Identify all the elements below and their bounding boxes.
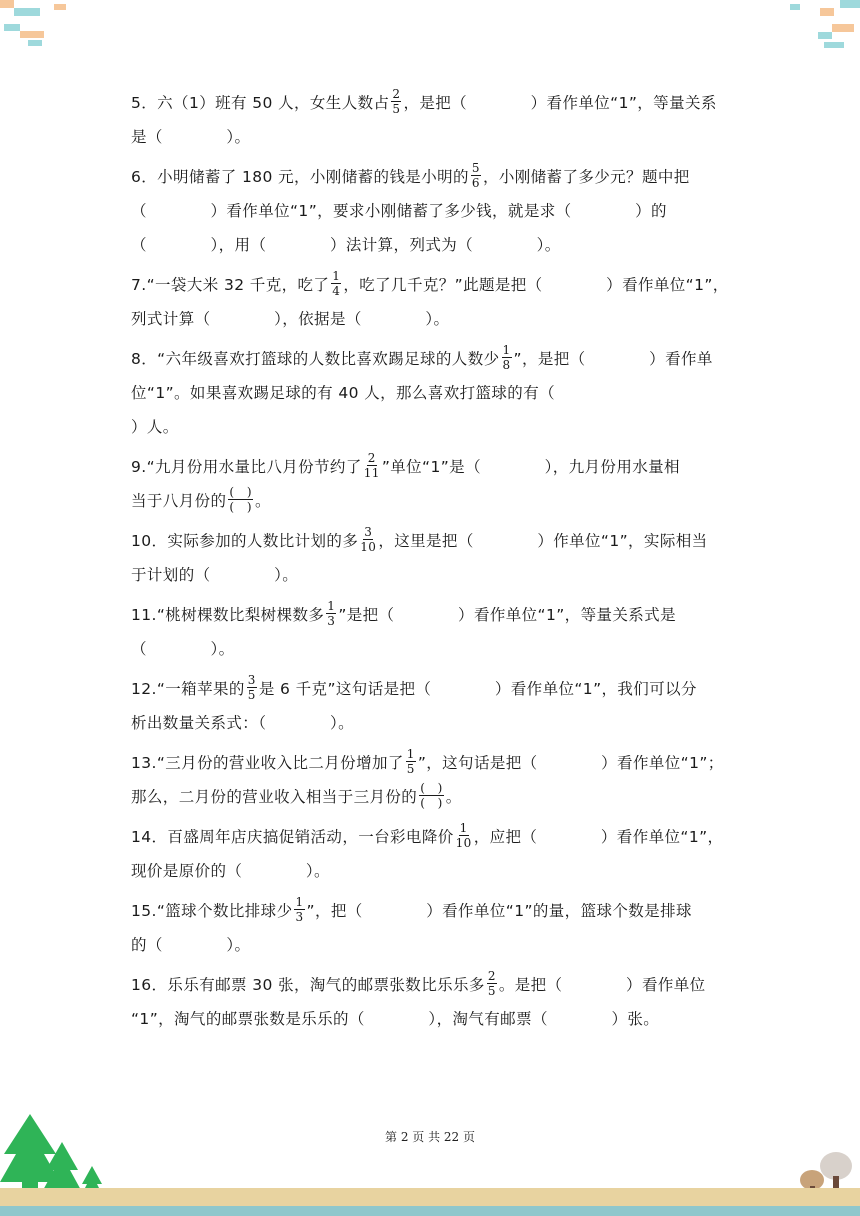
question-text: （ ）。 xyxy=(131,640,235,658)
question-text: ，是把（ ）看作单位“1”，等量关系 xyxy=(403,94,717,112)
fraction-denominator: 3 xyxy=(327,614,336,628)
question-text: ）人。 xyxy=(131,418,179,436)
question-text: 16．乐乐有邮票 30 张，淘气的邮票张数比乐乐多 xyxy=(131,976,485,994)
fraction xyxy=(471,162,481,189)
fraction-denominator: 5 xyxy=(247,688,256,702)
fraction xyxy=(228,486,253,513)
fraction-denominator: 5 xyxy=(487,984,496,998)
question-item xyxy=(131,450,743,518)
question-line xyxy=(131,450,743,484)
fraction-numerator: 1 xyxy=(295,895,304,909)
question-line xyxy=(131,302,743,336)
fraction-numerator: 5 xyxy=(471,161,480,175)
question-item xyxy=(131,342,743,444)
fraction-numerator: 2 xyxy=(392,87,401,101)
fraction-numerator: 1 xyxy=(332,269,341,283)
fraction-denominator: 3 xyxy=(295,910,304,924)
fraction-denominator: 8 xyxy=(502,358,511,372)
question-text: 是 6 千克”这句话是把（ ）看作单位“1”，我们可以分 xyxy=(258,680,697,698)
question-line xyxy=(131,928,743,962)
question-text: 的（ ）。 xyxy=(131,936,251,954)
fraction-numerator: 1 xyxy=(502,343,511,357)
question-text: 8．“六年级喜欢打篮球的人数比喜欢踢足球的人数少 xyxy=(131,350,500,368)
question-text: ”是把（ ）看作单位“1”，等量关系式是 xyxy=(338,606,676,624)
fraction-numerator: 2 xyxy=(367,451,376,465)
question-line xyxy=(131,854,743,888)
fraction-denominator: 5 xyxy=(392,102,401,116)
question-line xyxy=(131,194,743,228)
question-text: 现价是原价的（ ）。 xyxy=(131,862,330,880)
question-text: 11.“桃树棵数比梨树棵数多 xyxy=(131,606,325,624)
fraction xyxy=(487,970,497,997)
question-line xyxy=(131,342,743,376)
fraction-denominator: ( ) xyxy=(420,796,443,810)
question-line xyxy=(131,484,743,518)
question-line xyxy=(131,86,743,120)
fraction xyxy=(364,452,380,479)
question-item xyxy=(131,268,743,336)
question-item xyxy=(131,746,743,814)
question-line xyxy=(131,1002,743,1036)
fraction-denominator: 11 xyxy=(363,466,380,480)
fraction-denominator: 6 xyxy=(471,176,480,190)
page-number: 第 2 页 共 22 页 xyxy=(385,1130,475,1144)
fraction xyxy=(391,88,401,115)
question-line xyxy=(131,160,743,194)
question-text: ，小刚储蓄了多少元？题中把 xyxy=(482,168,690,186)
question-line xyxy=(131,706,743,740)
question-text: 9.“九月份用水量比八月份节约了 xyxy=(131,458,362,476)
question-line xyxy=(131,632,743,666)
fraction-denominator: ( ) xyxy=(229,500,252,514)
question-line xyxy=(131,780,743,814)
question-text: ，应把（ ）看作单位“1”， xyxy=(473,828,724,846)
fraction-denominator: 4 xyxy=(332,284,341,298)
corner-decoration-right xyxy=(780,0,860,60)
question-text: 。是把（ ）看作单位 xyxy=(498,976,706,994)
question-text: ，这里是把（ ）作单位“1”，实际相当 xyxy=(378,532,708,550)
question-line xyxy=(131,268,743,302)
fraction xyxy=(419,782,444,809)
fraction-denominator: 10 xyxy=(360,540,377,554)
question-text: 。 xyxy=(254,492,271,510)
question-line xyxy=(131,894,743,928)
fraction xyxy=(360,526,376,553)
fraction-numerator: 1 xyxy=(406,747,415,761)
fraction xyxy=(294,896,304,923)
question-item xyxy=(131,598,743,666)
question-item xyxy=(131,672,743,740)
question-text: 是（ ）。 xyxy=(131,128,251,146)
question-text: 14．百盛周年店庆搞促销活动，一台彩电降价 xyxy=(131,828,454,846)
fraction-numerator: 1 xyxy=(459,821,468,835)
question-text: ”，把（ ）看作单位“1”的量，篮球个数是排球 xyxy=(306,902,692,920)
question-text: ”，是把（ ）看作单 xyxy=(513,350,713,368)
question-item xyxy=(131,160,743,262)
question-text: 列式计算（ ），依据是（ ）。 xyxy=(131,310,450,328)
fraction xyxy=(331,270,341,297)
question-list xyxy=(131,86,743,1036)
question-text: 12.“一箱苹果的 xyxy=(131,680,245,698)
question-text: ，吃了几千克？”此题是把（ ）看作单位“1”， xyxy=(343,276,729,294)
question-line xyxy=(131,120,743,154)
question-item xyxy=(131,968,743,1036)
question-text: （ ）看作单位“1”，要求小刚储蓄了多少钱，就是求（ ）的 xyxy=(131,202,667,220)
question-line xyxy=(131,672,743,706)
question-text: 析出数量关系式：（ ）。 xyxy=(131,714,355,732)
fraction xyxy=(456,822,472,849)
question-item xyxy=(131,86,743,154)
question-text: 7.“一袋大米 32 千克，吃了 xyxy=(131,276,330,294)
question-item xyxy=(131,524,743,592)
question-text: 15.“篮球个数比排球少 xyxy=(131,902,293,920)
question-line xyxy=(131,968,743,1002)
question-line xyxy=(131,228,743,262)
question-line xyxy=(131,820,743,854)
question-line xyxy=(131,524,743,558)
question-text: （ ），用（ ）法计算，列式为（ ）。 xyxy=(131,236,561,254)
question-text: 。 xyxy=(445,788,462,806)
question-line xyxy=(131,558,743,592)
ground-strip xyxy=(0,1188,860,1216)
question-text: ”单位“1”是（ ），九月份用水量相 xyxy=(381,458,680,476)
question-text: 13.“三月份的营业收入比二月份增加了 xyxy=(131,754,404,772)
question-text: 5．六（1）班有 50 人，女生人数占 xyxy=(131,94,390,112)
question-line xyxy=(131,410,743,444)
question-item xyxy=(131,894,743,962)
fraction-numerator: 1 xyxy=(327,599,336,613)
question-line xyxy=(131,598,743,632)
question-text: 位“1”。如果喜欢踢足球的有 40 人，那么喜欢打篮球的有（ xyxy=(131,384,556,402)
fraction-numerator: ( ) xyxy=(420,781,443,795)
fraction-denominator: 5 xyxy=(406,762,415,776)
question-item xyxy=(131,820,743,888)
question-line xyxy=(131,376,743,410)
fraction-numerator: 3 xyxy=(247,673,256,687)
question-text: 6．小明储蓄了 180 元，小刚储蓄的钱是小明的 xyxy=(131,168,469,186)
fraction-denominator: 10 xyxy=(455,836,472,850)
fraction xyxy=(326,600,336,627)
fraction-numerator: ( ) xyxy=(229,485,252,499)
fraction xyxy=(406,748,416,775)
question-text: 于计划的（ ）。 xyxy=(131,566,299,584)
corner-decoration-left xyxy=(0,0,80,60)
question-text: 当于八月份的 xyxy=(131,492,227,510)
question-text: 那么，二月份的营业收入相当于三月份的 xyxy=(131,788,418,806)
fraction xyxy=(247,674,257,701)
question-text: “1”，淘气的邮票张数是乐乐的（ ），淘气有邮票（ ）张。 xyxy=(131,1010,660,1028)
fraction xyxy=(502,344,512,371)
question-line xyxy=(131,746,743,780)
fraction-numerator: 2 xyxy=(487,969,496,983)
question-text: ”，这句话是把（ ）看作单位“1”； xyxy=(417,754,724,772)
fraction-numerator: 3 xyxy=(364,525,373,539)
question-text: 10．实际参加的人数比计划的多 xyxy=(131,532,359,550)
